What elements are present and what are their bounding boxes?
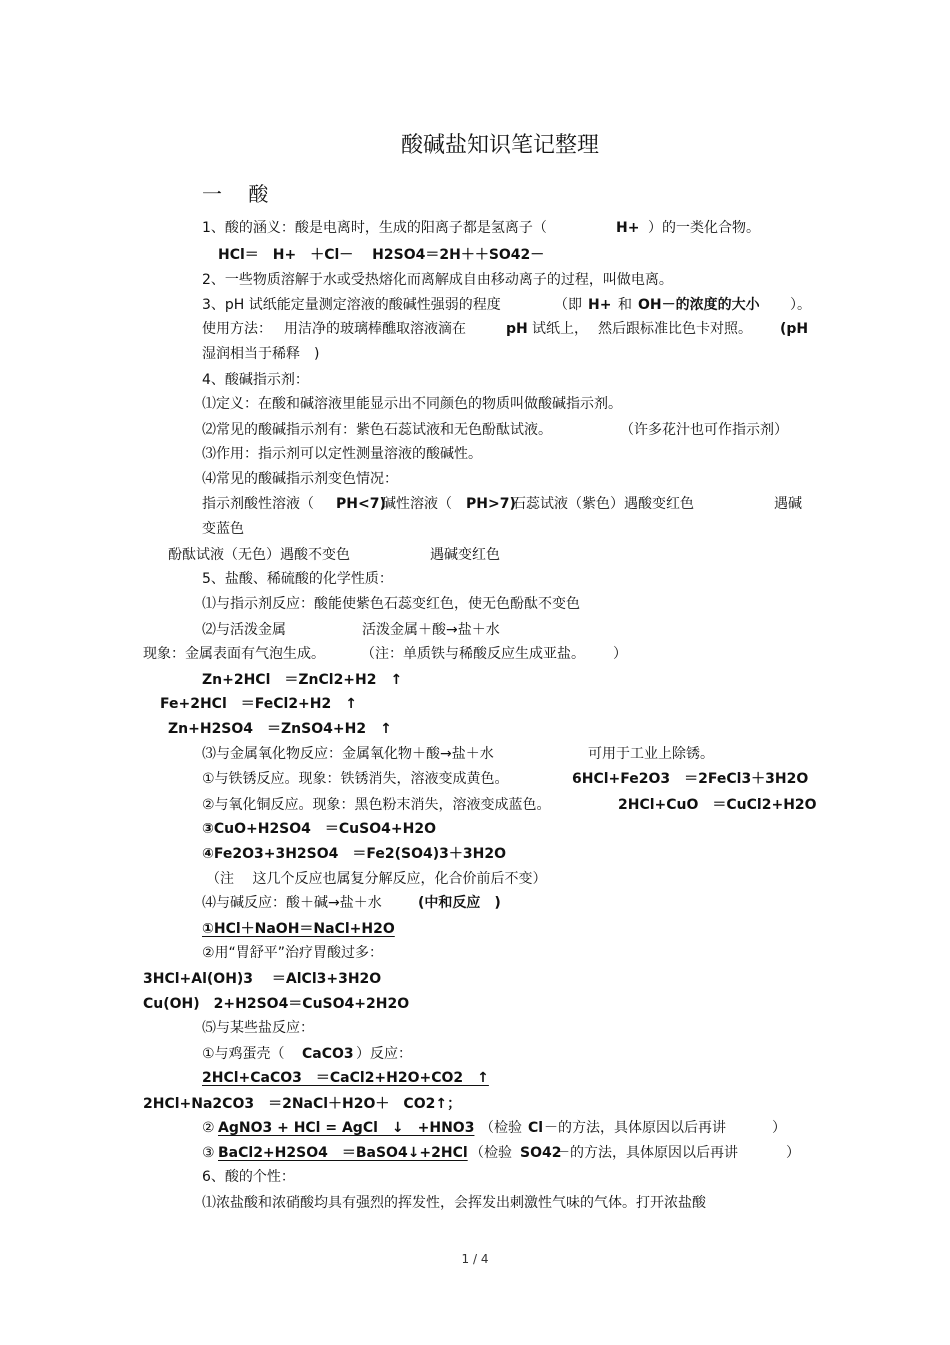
text: ③: [202, 1145, 215, 1161]
formula: pH: [506, 321, 528, 337]
text-line: 变蓝色: [202, 521, 244, 537]
formula: CaCO3: [302, 1046, 354, 1062]
equation: 3HCl+Al(OH)3 ＝AlCl3+3H2O: [143, 971, 382, 987]
text: 指示剂酸性溶液（: [202, 496, 314, 512]
equation: 2HCl+Na2CO3 ＝2NaCl＋H2O＋ CO2↑；: [143, 1096, 462, 1112]
text: －的方法，具体原因以后再讲: [544, 1120, 726, 1136]
text: 现象：金属表面有气泡生成。: [143, 646, 325, 662]
equation: 2HCl+CuO ＝CuCl2+H2O: [618, 797, 817, 813]
equation: 2HCl+CaCO3 ＝CaCl2+H2O+CO2 ↑: [202, 1070, 489, 1086]
equation: Zn+H2SO4 ＝ZnSO4+H2 ↑: [168, 721, 392, 737]
text: ）: [613, 646, 627, 662]
text: ）。: [790, 297, 811, 313]
text: －的方法，具体原因以后再讲: [556, 1145, 738, 1161]
text: ）: [786, 1145, 800, 1161]
formula: PH<7): [336, 496, 386, 512]
text: 使用方法：: [202, 321, 272, 337]
reaction-line: [202, 769, 809, 789]
text: ）的一类化合物。: [648, 220, 760, 236]
equation: AgNO3 + HCl = AgCl ↓ +HNO3: [218, 1120, 475, 1136]
note-line: 湿润相当于稀释 ): [202, 346, 320, 362]
text-line: ⑶作用：指示剂可以定性测量溶液的酸碱性。: [202, 446, 482, 462]
formula: H+: [616, 220, 640, 236]
text-line: [202, 1044, 502, 1064]
text: ）: [772, 1120, 786, 1136]
formula: (pH: [780, 321, 809, 337]
text: （许多花汁也可作指示剂）: [620, 422, 788, 438]
text-line: ⑷常见的酸碱指示剂变色情况：: [202, 471, 398, 487]
heading-line: 6、酸的个性：: [202, 1169, 295, 1185]
text-line: ⑴定义：在酸和碱溶液里能显示出不同颜色的物质叫做酸碱指示剂。: [202, 396, 622, 412]
text: （检验: [480, 1120, 522, 1136]
text: ⑶与金属氧化物反应：金属氧化物＋酸→盐＋水: [202, 746, 494, 762]
text-line: ⑸与某些盐反应：: [202, 1020, 314, 1036]
phenomenon-line: [143, 644, 643, 664]
text: 碱性溶液（: [382, 496, 452, 512]
definition-line: [202, 295, 822, 315]
text: ⑵与活泼金属: [202, 622, 286, 638]
equation: ③CuO+H2SO4 ＝CuSO4+H2O: [202, 821, 436, 837]
indicator-line: [202, 494, 822, 514]
equation: 6HCl+Fe2O3 ＝2FeCl3＋3H2O: [572, 771, 809, 787]
reaction-line: [202, 1143, 802, 1163]
text-line: ⑴与指示剂反应：酸能使紫色石蕊变红色，使无色酚酞不变色: [202, 596, 580, 612]
equation: BaCl2+H2SO4 ＝BaSO4↓+2HCl: [218, 1145, 468, 1161]
text: 可用于工业上除锈。: [588, 746, 714, 762]
text: 石蕊试液（紫色）遇酸变红色: [512, 496, 694, 512]
section-heading: 一 酸: [202, 182, 269, 206]
equation: HCl＝ H+ ＋Cl－ H2SO4＝2H＋＋SO42－: [218, 247, 545, 263]
page-number: 1 / 4: [461, 1252, 489, 1266]
text: 1、酸的涵义：酸是电离时，生成的阳离子都是氢离子（: [202, 220, 547, 236]
definition-line: [202, 218, 760, 238]
note-line: （注 这几个反应也属复分解反应，化合价前后不变）: [206, 871, 547, 887]
formula: H+: [588, 297, 612, 313]
reaction-line: [202, 795, 817, 815]
equation: ④Fe2O3+3H2SO4 ＝Fe2(SO4)3＋3H2O: [202, 846, 506, 862]
text: （注：单质铁与稀酸反应生成亚盐。: [361, 646, 585, 662]
text: 试纸上，: [532, 321, 588, 337]
text: (中和反应 ): [418, 895, 501, 911]
text: ②与氧化铜反应。现象：黑色粉末消失，溶液变成蓝色。: [202, 797, 551, 813]
formula: OH－的浓度的大小: [638, 297, 760, 313]
text-line: [202, 620, 602, 640]
text: 遇碱: [774, 496, 802, 512]
document-title: 酸碱盐知识笔记整理: [400, 133, 599, 158]
text: ②: [202, 1120, 215, 1136]
formula: Cl: [528, 1120, 544, 1136]
text: 酚酞试液（无色）遇酸不变色: [168, 547, 350, 563]
heading-line: 4、酸碱指示剂：: [202, 372, 309, 388]
text: ①与铁锈反应。现象：铁锈消失，溶液变成黄色。: [202, 771, 509, 787]
text-line: ②用“胃舒平”治疗胃酸过多：: [202, 945, 384, 961]
text-line: [202, 744, 802, 764]
text: 活泼金属＋酸→盐＋水: [362, 622, 500, 638]
text-line: ⑴浓盐酸和浓硝酸均具有强烈的挥发性，会挥发出刺激性气味的气体。打开浓盐酸: [202, 1195, 706, 1211]
reaction-line: [202, 1118, 802, 1138]
text: （检验: [470, 1145, 512, 1161]
text-line: [202, 893, 602, 913]
text: ⑷与碱反应：酸＋碱→盐＋水: [202, 895, 382, 911]
equation: Zn+2HCl ＝ZnCl2+H2 ↑: [202, 672, 403, 688]
formula: PH>7): [466, 496, 516, 512]
text: ⑵常见的酸碱指示剂有：紫色石蕊试液和无色酚酞试液。: [202, 422, 552, 438]
text: 3、pH 试纸能定量测定溶液的酸碱性强弱的程度: [202, 297, 501, 313]
heading-line: 5、盐酸、稀硫酸的化学性质：: [202, 571, 393, 587]
text: 用洁净的玻璃棒醮取溶液滴在: [284, 321, 466, 337]
indicator-line: [168, 545, 568, 565]
text: 和: [618, 297, 632, 313]
text: （即: [554, 297, 582, 313]
text: ）反应：: [356, 1046, 412, 1062]
formula: SO42: [520, 1145, 562, 1161]
usage-line: [202, 319, 822, 339]
text: ①与鸡蛋壳（: [202, 1046, 285, 1062]
definition-line: 2、一些物质溶解于水或受热熔化而离解成自由移动离子的过程，叫做电离。: [202, 272, 673, 288]
text: 然后跟标准比色卡对照。: [598, 321, 752, 337]
equation: ①HCl＋NaOH＝NaCl+H2O: [202, 921, 395, 937]
text: 遇碱变红色: [430, 547, 500, 563]
equation: Cu(OH) 2+H2SO4＝CuSO4+2H2O: [143, 996, 410, 1012]
text-line: [202, 420, 802, 440]
equation: Fe+2HCl ＝FeCl2+H2 ↑: [160, 696, 357, 712]
